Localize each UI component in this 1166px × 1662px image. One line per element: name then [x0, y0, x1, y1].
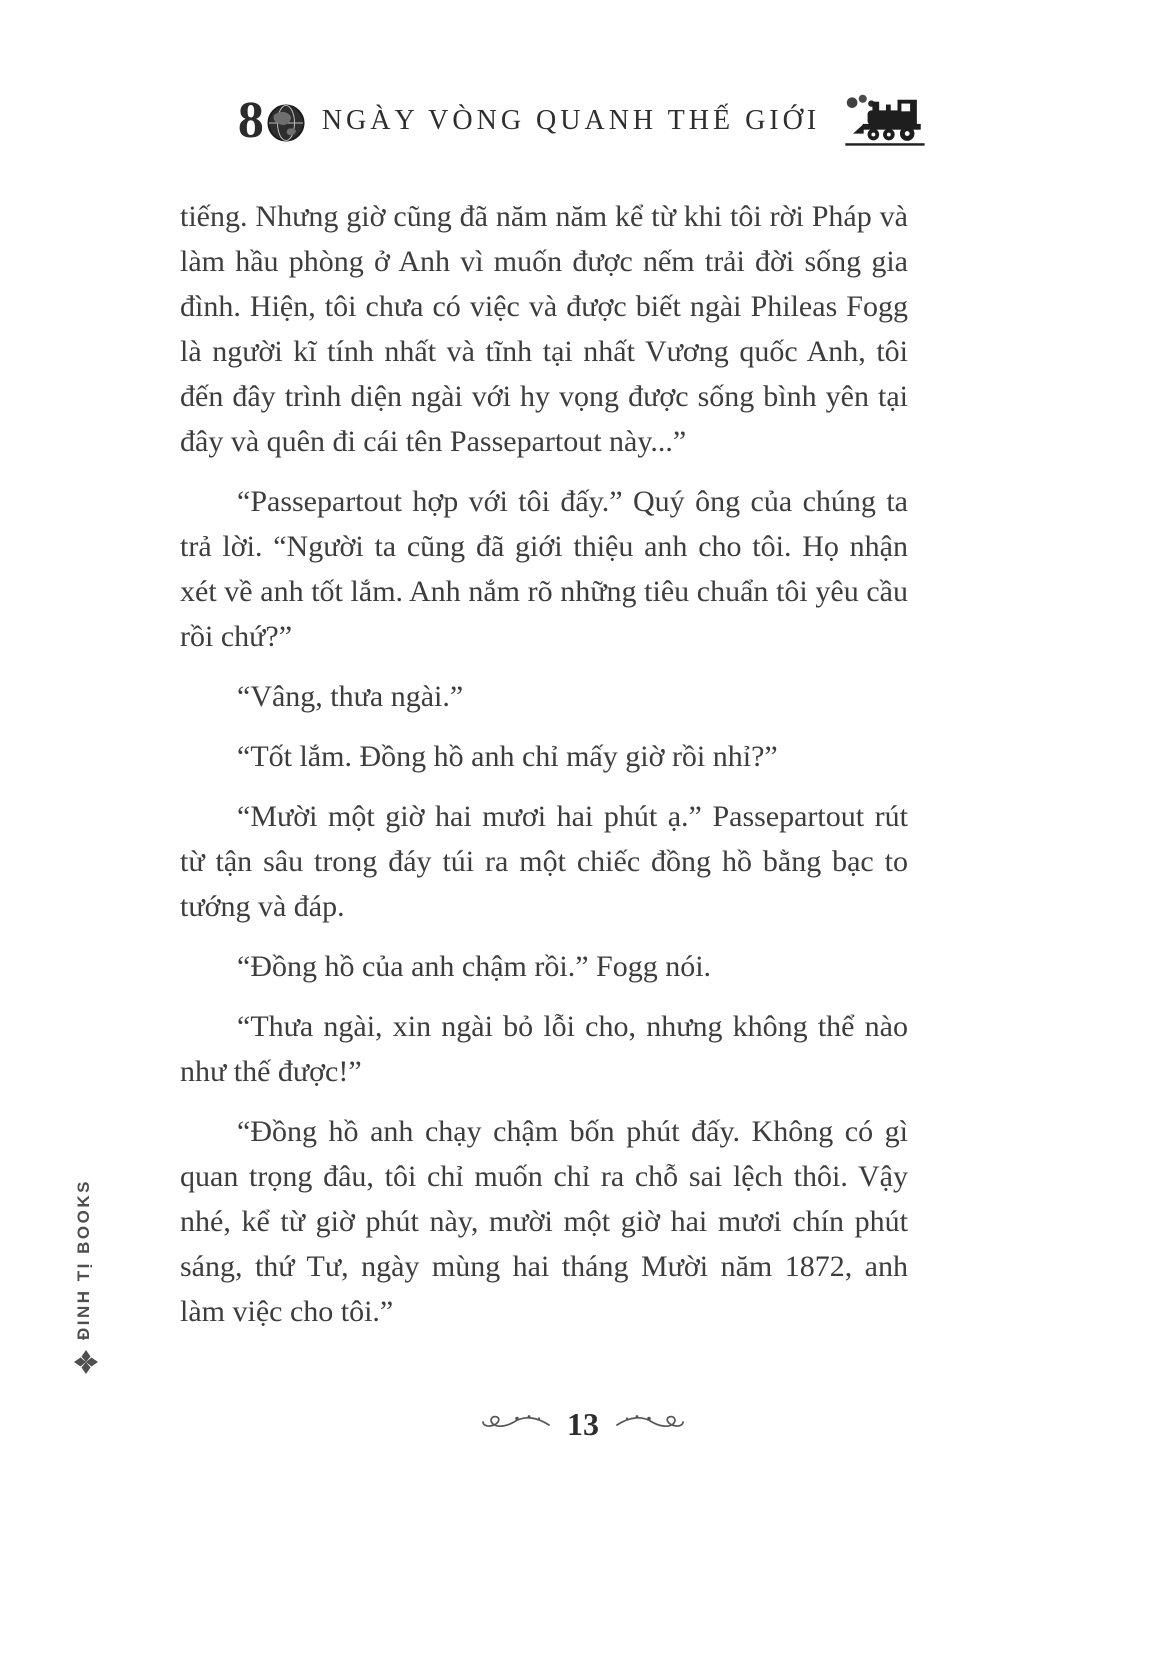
header-number: 8	[237, 92, 265, 149]
globe-icon	[266, 103, 306, 143]
flourish-left-icon	[481, 1411, 551, 1437]
page-footer	[0, 1408, 1166, 1440]
flourish-right-icon	[615, 1411, 685, 1437]
paragraph: “Passepartout hợp với tôi đấy.” Quý ông của chúng ta trả lời. “Người ta cũng đã giới thiệu anh cho tôi. Họ nhận xét về anh tốt lắm. Anh nắm rõ những tiêu chuẩn tôi yêu cầu rồi chứ?”	[180, 485, 908, 653]
body-text	[180, 194, 908, 1334]
paragraph: “Đồng hồ anh chạy chậm bốn phút đấy. Không có gì quan trọng đâu, tôi chỉ muốn chỉ ra chỗ sai lệch thôi. Vậy nhé, kể từ giờ phút này, mười một giờ hai mươi chín phút sáng, thứ Tư, ngày mùng hai tháng Mười năm 1872, anh làm việc cho tôi.”	[180, 1115, 908, 1328]
paragraph: “Tốt lắm. Đồng hồ anh chỉ mấy giờ rồi nhỉ?”	[237, 740, 778, 773]
paragraph: tiếng. Nhưng giờ cũng đã năm năm kể từ khi tôi rời Pháp và làm hầu phòng ở Anh vì muốn được nếm trải đời sống gia đình. Hiện, tôi chưa có việc và được biết ngài Phileas Fogg là người kĩ tính nhất và tĩnh tại nhất Vương quốc Anh, tôi đến đây trình diện ngài với hy vọng được sống bình yên tại đây và quên đi cái tên Passepartout này...”	[180, 200, 908, 458]
publisher-logo-icon	[70, 1346, 102, 1378]
paragraph: “Vâng, thưa ngài.”	[237, 680, 464, 713]
book-title: NGÀY VÒNG QUANH THẾ GIỚI	[321, 105, 821, 136]
page-number: 13	[567, 1406, 599, 1442]
publisher-name: ĐINH TỊ BOOKS	[74, 1179, 93, 1340]
paragraph: “Đồng hồ của anh chậm rồi.” Fogg nói.	[237, 950, 712, 983]
page-header	[0, 92, 1166, 150]
train-icon	[840, 92, 928, 150]
paragraph: “Mười một giờ hai mươi hai phút ạ.” Passepartout rút từ tận sâu trong đáy túi ra một chiếc đồng hồ bằng bạc to tướng và đáp.	[180, 800, 908, 923]
paragraph: “Thưa ngài, xin ngài bỏ lỗi cho, nhưng không thể nào như thế được!”	[180, 1010, 908, 1088]
